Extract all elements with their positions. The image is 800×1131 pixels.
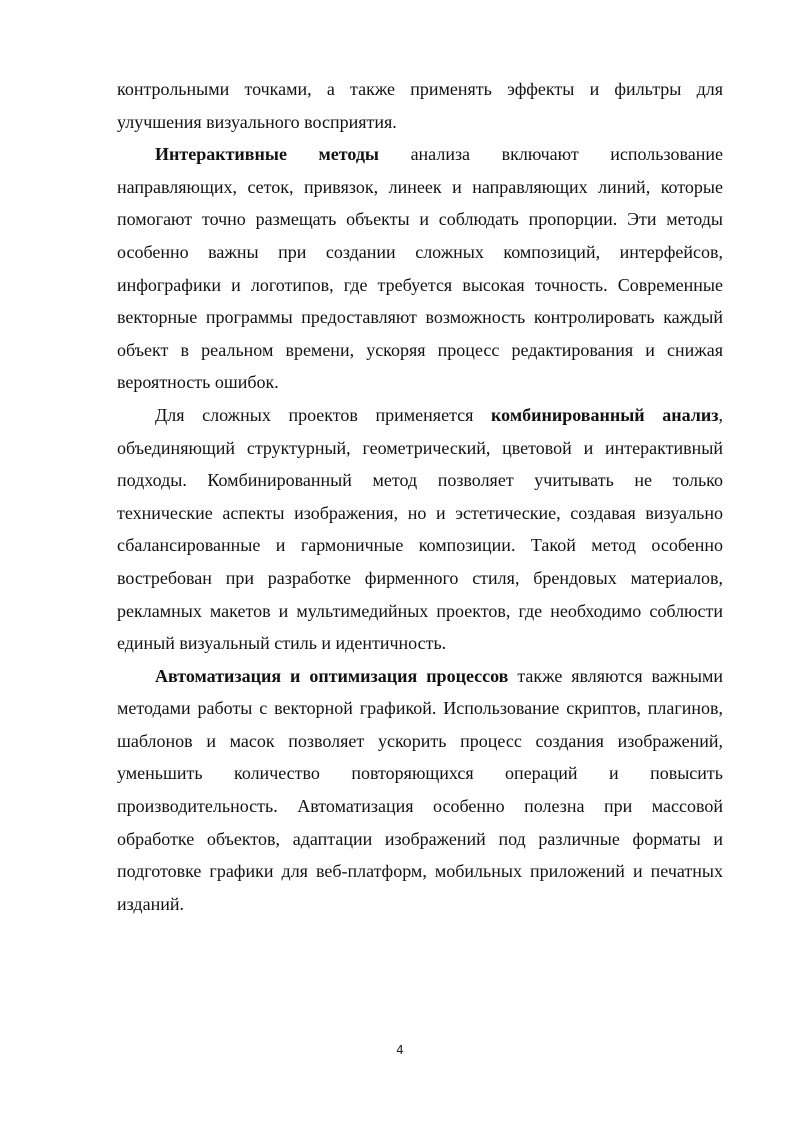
page-number: 4: [396, 1043, 404, 1057]
page-body: [117, 73, 723, 920]
paragraph-interactive-methods: [117, 138, 723, 399]
bold-term: комбинированный анализ: [491, 404, 719, 425]
paragraph-text: контрольными точками, а также применять эффекты и фильтры для улучшения визуального восприятия.: [117, 79, 723, 132]
paragraph-text: , объединяющий структурный, геометрический, цветовой и интерактивный подходы. Комбинированный метод позволяет учитывать не только технические аспекты изображения, но и эстетические, создавая визуально сбалансированные и гармоничные композиции. Такой метод особенно востребован при разработке фирменного стиля, брендовых материалов, рекламных макетов и мультимедийных проектов, где необходимо соблюсти единый визуальный стиль и идентичность.: [117, 404, 723, 654]
bold-term: Интерактивные методы: [155, 144, 379, 165]
bold-term: Автоматизация и оптимизация процессов: [155, 665, 509, 686]
paragraph-text: также являются важными методами работы с векторной графикой. Использование скриптов, плагинов, шаблонов и масок позволяет ускорить процесс создания изображений, уменьшить количество повторяющихся операций и повысить производительность. Автоматизация особенно полезна при массовой обработке объектов, адаптации изображений под различные форматы и подготовке графики для веб-платформ, мобильных приложений и печатных изданий.: [117, 665, 723, 914]
paragraph-text: анализа включают использование направляющих, сеток, привязок, линеек и направляющих линий, которые помогают точно размещать объекты и соблюдать пропорции. Эти методы особенно важны при создании сложных композиций, интерфейсов, инфографики и логотипов, где требуется высокая точность. Современные векторные программы предоставляют возможность контролировать каждый объект в реальном времени, ускоряя процесс редактирования и снижая вероятность ошибок.: [117, 144, 723, 393]
paragraph-combined-analysis: [117, 399, 723, 660]
paragraph-continuation: [117, 73, 723, 138]
paragraph-automation: [117, 660, 723, 921]
paragraph-text: Для сложных проектов применяется: [155, 404, 492, 425]
